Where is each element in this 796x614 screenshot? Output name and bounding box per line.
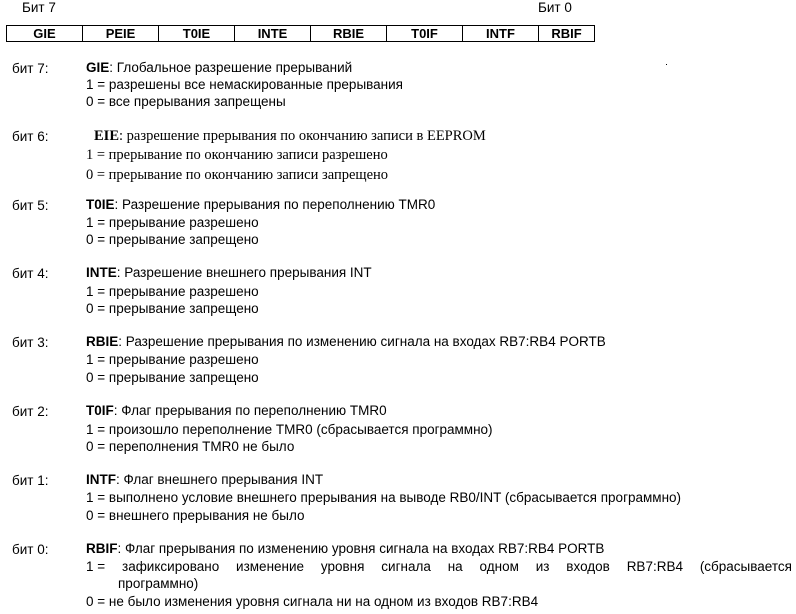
justified-word: сигнала — [381, 559, 431, 574]
bit-desc: : Флаг прерывания по переполнению TMR0 — [113, 403, 387, 418]
justified-word: на — [447, 559, 463, 574]
register-cell: RBIF — [539, 26, 595, 42]
bit-line: 0 = не было изменения уровня сигнала ни на одном из входов RB7:RB4 — [86, 594, 539, 609]
bit-desc: : Разрешение прерывания по изменению сигнала на входах RB7:RB4 PORTB — [118, 334, 606, 349]
bit-name: GIE — [86, 60, 110, 75]
bit-title — [86, 265, 372, 281]
bit-line: 1 = прерывание разрешено — [86, 352, 259, 367]
bit-line: 1 = выполнено условие внешнего прерывания на выводе RB0/INT (сбрасывается программно) — [86, 490, 682, 505]
bit-number: бит 6: — [12, 129, 49, 144]
bit-title — [86, 197, 435, 213]
bit-name: INTE — [86, 265, 117, 280]
bit-desc: : разрешение прерывания по окончанию записи в EEPROM — [119, 128, 486, 144]
bit-title — [86, 541, 604, 557]
bit-line: 0 = переполнения TMR0 не было — [86, 439, 295, 454]
register-cell: RBIE — [311, 26, 387, 42]
bit-title — [86, 60, 352, 76]
justified-word: входов — [566, 559, 610, 574]
bit-title — [94, 128, 486, 144]
bit-desc: : Флаг внешнего прерывания INT — [116, 472, 324, 487]
bit-title — [86, 472, 323, 488]
bit-number: бит 4: — [12, 266, 49, 281]
bit-number: бит 2: — [12, 404, 49, 419]
bit-number: бит 3: — [12, 335, 49, 350]
bit-0-label: Бит 0 — [538, 0, 572, 15]
justified-word: RB7:RB4 — [626, 559, 683, 574]
bit-line: 0 = внешнего прерывания не было — [86, 508, 305, 523]
bit-line-justified — [86, 559, 792, 575]
bit-line: 0 = прерывание запрещено — [86, 370, 259, 385]
register-cell: T0IE — [159, 26, 235, 42]
register-cell: GIE — [33, 26, 56, 41]
bit-number: бит 5: — [12, 198, 49, 213]
bit-name: EIE — [94, 128, 119, 144]
bit-number: бит 1: — [12, 473, 49, 488]
justified-word: одном — [479, 559, 519, 574]
stray-dot — [666, 64, 667, 65]
bit-number: бит 0: — [12, 542, 49, 557]
bit-line: 1 = прерывание по окончанию записи разрешено — [86, 147, 388, 163]
register-cell: PEIE — [83, 26, 159, 42]
bit-desc: : Флаг прерывания по изменению уровня сигнала на входах RB7:RB4 PORTB — [117, 541, 605, 556]
justified-word: 1 = — [86, 559, 106, 574]
bit-name: RBIF — [86, 541, 118, 556]
register-cell: INTF — [463, 26, 539, 42]
bit-name: INTF — [86, 472, 116, 487]
bit-desc: : Разрешение прерывания по переполнению TMR0 — [114, 197, 436, 212]
bit-desc: : Глобальное разрешение прерываний — [109, 60, 353, 75]
bit-7-label: Бит 7 — [22, 0, 56, 15]
register-cell: T0IF — [387, 26, 463, 42]
justified-word: (сбрасывается — [699, 559, 792, 574]
bit-line: 1 = разрешены все немаскированные прерывания — [86, 77, 403, 92]
bit-line: 0 = прерывание запрещено — [86, 232, 259, 247]
justified-word: изменение — [236, 559, 305, 574]
bit-line: 1 = произошло переполнение TMR0 (сбрасывается программно) — [86, 422, 493, 437]
bit-line: 0 = прерывание по окончанию записи запрещено — [86, 167, 389, 183]
justified-word: зафиксировано — [122, 559, 220, 574]
bit-line: программно) — [118, 576, 199, 591]
bit-line: 0 = все прерывания запрещены — [86, 94, 286, 109]
bit-title — [86, 334, 606, 350]
register-table — [6, 25, 595, 42]
bit-title — [86, 403, 387, 419]
bit-desc: : Разрешение внешнего прерывания INT — [116, 265, 372, 280]
bit-name: RBIE — [86, 334, 119, 349]
bit-line: 0 = прерывание запрещено — [86, 301, 259, 316]
bit-name: T0IE — [86, 197, 115, 212]
bit-name: T0IF — [86, 403, 114, 418]
bit-number: бит 7: — [12, 61, 49, 76]
register-cell: INTE — [235, 26, 311, 42]
bit-line: 1 = прерывание разрешено — [86, 215, 259, 230]
justified-word: из — [535, 559, 550, 574]
bit-line: 1 = прерывание разрешено — [86, 284, 259, 299]
justified-word: уровня — [320, 559, 365, 574]
